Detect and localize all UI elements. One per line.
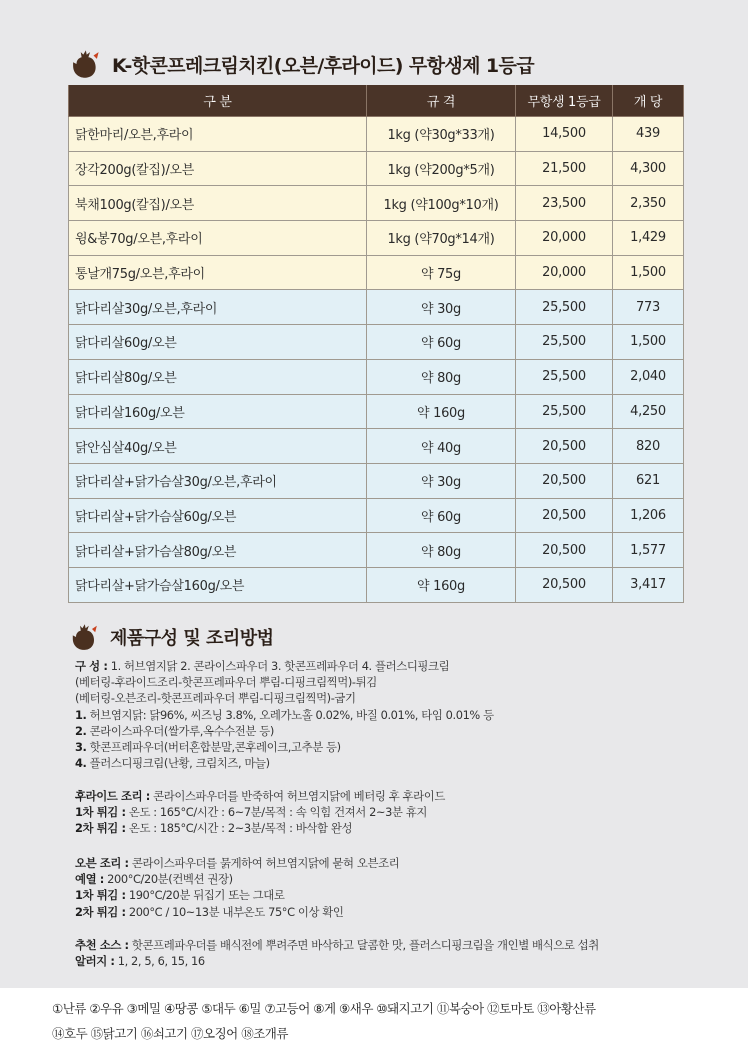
oven-preheat-label: 예열 : bbox=[75, 872, 104, 887]
cell-price: 20,000 bbox=[516, 255, 613, 290]
cell-price: 20,500 bbox=[516, 567, 613, 602]
oven-step2-label: 2차 튀김 : bbox=[75, 904, 126, 919]
fried-label: 후라이드 조리 : bbox=[75, 789, 150, 803]
cell-spec: 약 40g bbox=[367, 429, 516, 464]
composition-label: 구 성 : bbox=[75, 659, 108, 673]
column-header-unit-price: 개 당 bbox=[613, 85, 684, 117]
cell-unit-price: 1,577 bbox=[613, 533, 684, 568]
cell-unit-price: 4,250 bbox=[613, 394, 684, 429]
fried-block bbox=[75, 788, 715, 837]
cell-unit-price: 2,040 bbox=[613, 359, 684, 394]
oven-label: 오븐 조리 : bbox=[75, 856, 129, 870]
section-title: 제품구성 및 조리방법 bbox=[110, 628, 274, 649]
cell-price: 21,500 bbox=[516, 151, 613, 186]
cell-unit-price: 1,500 bbox=[613, 325, 684, 360]
cell-price: 20,500 bbox=[516, 429, 613, 464]
cell-price: 25,500 bbox=[516, 290, 613, 325]
table-row bbox=[69, 567, 684, 602]
cell-unit-price: 1,429 bbox=[613, 221, 684, 256]
table-row bbox=[69, 117, 684, 152]
cell-name: 닭다리살60g/오븐 bbox=[69, 325, 367, 360]
cell-spec: 약 75g bbox=[367, 255, 516, 290]
composition-line2: (베터링-후라이드조리-핫콘프레파우더 뿌림-디핑크림찍먹)-튀김 bbox=[75, 675, 377, 690]
cell-unit-price: 621 bbox=[613, 463, 684, 498]
composition-block bbox=[75, 658, 715, 771]
composition-line3: (베터링-오븐조리-핫콘프레파우더 뿌림-디핑크림찍먹)-굽기 bbox=[75, 691, 356, 706]
table-row bbox=[69, 429, 684, 464]
sauce-label: 추천 소스 : bbox=[75, 938, 129, 952]
oven-block bbox=[75, 855, 715, 920]
cell-name: 닭다리살+닭가슴살60g/오븐 bbox=[69, 498, 367, 533]
allergy-label: 알러지 : bbox=[75, 954, 115, 969]
cell-spec: 약 80g bbox=[367, 533, 516, 568]
cell-spec: 1kg (약30g*33개) bbox=[367, 117, 516, 152]
cell-price: 25,500 bbox=[516, 394, 613, 429]
cell-spec: 약 60g bbox=[367, 325, 516, 360]
fried-desc: 콘라이스파우더를 반죽하여 허브염지닭에 베터링 후 후라이드 bbox=[149, 789, 445, 803]
cell-spec: 약 30g bbox=[367, 290, 516, 325]
cell-name: 윙&봉70g/오븐,후라이 bbox=[69, 221, 367, 256]
fried-step2-label: 2차 튀김 : bbox=[75, 821, 126, 836]
cell-unit-price: 439 bbox=[613, 117, 684, 152]
cell-spec: 약 80g bbox=[367, 359, 516, 394]
cell-name: 닭다리살30g/오븐,후라이 bbox=[69, 290, 367, 325]
cell-name: 닭다리살+닭가슴살30g/오븐,후라이 bbox=[69, 463, 367, 498]
table-row bbox=[69, 463, 684, 498]
cell-name: 북채100g(칼집)/오븐 bbox=[69, 186, 367, 221]
allergen-legend-line2: ⑭호두 ⑮닭고기 ⑯쇠고기 ⑰오징어 ⑱조개류 bbox=[52, 1026, 288, 1041]
cell-spec: 1kg (약70g*14개) bbox=[367, 221, 516, 256]
sauce-text: 핫콘프레파우더를 배식전에 뿌려주면 바삭하고 달콤한 맛, 플러스디핑크림을 개인별 배식으로 섭취 bbox=[128, 938, 599, 952]
table-row bbox=[69, 533, 684, 568]
cell-name: 장각200g(칼집)/오븐 bbox=[69, 151, 367, 186]
cell-price: 20,000 bbox=[516, 221, 613, 256]
cell-price: 25,500 bbox=[516, 325, 613, 360]
column-header-category: 구 분 bbox=[69, 85, 367, 117]
cell-unit-price: 4,300 bbox=[613, 151, 684, 186]
rooster-logo-icon bbox=[68, 47, 102, 81]
item-text: 핫콘프레파우더(버터혼합분말,콘후레이크,고추분 등) bbox=[86, 740, 341, 755]
oven-step2: 200°C / 10~13분 내부온도 75°C 이상 확인 bbox=[125, 904, 344, 919]
column-header-price: 무항생 1등급 bbox=[516, 85, 613, 117]
table-row bbox=[69, 186, 684, 221]
item-number: 1. bbox=[75, 707, 87, 722]
cell-spec: 약 60g bbox=[367, 498, 516, 533]
oven-step1-label: 1차 튀김 : bbox=[75, 888, 126, 903]
cell-name: 닭다리살+닭가슴살80g/오븐 bbox=[69, 533, 367, 568]
section-title-row bbox=[68, 620, 274, 654]
column-header-spec: 규 격 bbox=[367, 85, 516, 117]
composition-line1: 1. 허브염지닭 2. 콘라이스파우더 3. 핫콘프레파우더 4. 플러스디핑크림 bbox=[107, 659, 450, 673]
table-row bbox=[69, 498, 684, 533]
cell-name: 닭안심살40g/오븐 bbox=[69, 429, 367, 464]
cell-unit-price: 1,500 bbox=[613, 255, 684, 290]
cell-spec: 1kg (약100g*10개) bbox=[367, 186, 516, 221]
cell-spec: 약 160g bbox=[367, 567, 516, 602]
cell-price: 25,500 bbox=[516, 359, 613, 394]
item-text: 플러스디핑크림(난황, 크림치즈, 마늘) bbox=[86, 756, 270, 771]
rooster-logo-icon bbox=[68, 621, 100, 653]
allergy-values: 1, 2, 5, 6, 15, 16 bbox=[114, 954, 205, 969]
table-row bbox=[69, 151, 684, 186]
oven-step1: 190°C/20분 뒤집기 또는 그대로 bbox=[125, 888, 285, 903]
cell-price: 20,500 bbox=[516, 533, 613, 568]
sauce-block bbox=[75, 937, 715, 969]
table-row bbox=[69, 359, 684, 394]
allergen-legend bbox=[0, 988, 748, 1058]
table-row bbox=[69, 255, 684, 290]
cell-spec: 약 160g bbox=[367, 394, 516, 429]
table-row bbox=[69, 394, 684, 429]
table-row bbox=[69, 290, 684, 325]
cell-spec: 1kg (약200g*5개) bbox=[367, 151, 516, 186]
cell-name: 닭한마리/오븐,후라이 bbox=[69, 117, 367, 152]
cell-unit-price: 3,417 bbox=[613, 567, 684, 602]
cell-name: 닭다리살80g/오븐 bbox=[69, 359, 367, 394]
cell-price: 14,500 bbox=[516, 117, 613, 152]
title-row bbox=[68, 44, 534, 84]
cell-unit-price: 2,350 bbox=[613, 186, 684, 221]
oven-desc: 콘라이스파우더를 묽게하여 허브염지닭에 묻혀 오븐조리 bbox=[128, 856, 400, 870]
fried-step1-label: 1차 튀김 : bbox=[75, 805, 126, 820]
cell-price: 20,500 bbox=[516, 498, 613, 533]
cell-spec: 약 30g bbox=[367, 463, 516, 498]
price-table bbox=[68, 85, 684, 603]
cell-unit-price: 1,206 bbox=[613, 498, 684, 533]
item-number: 3. bbox=[75, 740, 87, 755]
allergen-legend-line1: ①난류 ②우유 ③메밀 ④땅콩 ⑤대두 ⑥밀 ⑦고등어 ⑧게 ⑨새우 ⑩돼지고기 ⑪복숭아 ⑫토마토 ⑬아황산류 bbox=[52, 1001, 596, 1016]
cell-price: 23,500 bbox=[516, 186, 613, 221]
oven-preheat: 200°C/20분(컨벡션 권장) bbox=[103, 872, 233, 887]
fried-step1: 온도 : 165°C/시간 : 6~7분/목적 : 속 익힘 건져서 2~3분 휴지 bbox=[125, 805, 427, 820]
fried-step2: 온도 : 185°C/시간 : 2~3분/목적 : 바삭함 완성 bbox=[125, 821, 353, 836]
cell-unit-price: 773 bbox=[613, 290, 684, 325]
item-number: 2. bbox=[75, 723, 87, 738]
cell-name: 닭다리살160g/오븐 bbox=[69, 394, 367, 429]
table-row bbox=[69, 221, 684, 256]
page-title: K-핫콘프레크림치킨(오븐/후라이드) 무항생제 1등급 bbox=[112, 54, 534, 77]
item-text: 콘라이스파우더(쌀가루,옥수수전분 등) bbox=[86, 723, 274, 738]
cell-price: 20,500 bbox=[516, 463, 613, 498]
cell-unit-price: 820 bbox=[613, 429, 684, 464]
table-row bbox=[69, 325, 684, 360]
item-text: 허브염지닭: 닭96%, 씨즈닝 3.8%, 오레가노홀 0.02%, 바질 0.01%, 타임 0.01% 등 bbox=[86, 707, 494, 722]
table-header-row bbox=[69, 85, 684, 117]
cell-name: 닭다리살+닭가슴살160g/오븐 bbox=[69, 567, 367, 602]
cell-name: 통날개75g/오븐,후라이 bbox=[69, 255, 367, 290]
item-number: 4. bbox=[75, 756, 87, 771]
